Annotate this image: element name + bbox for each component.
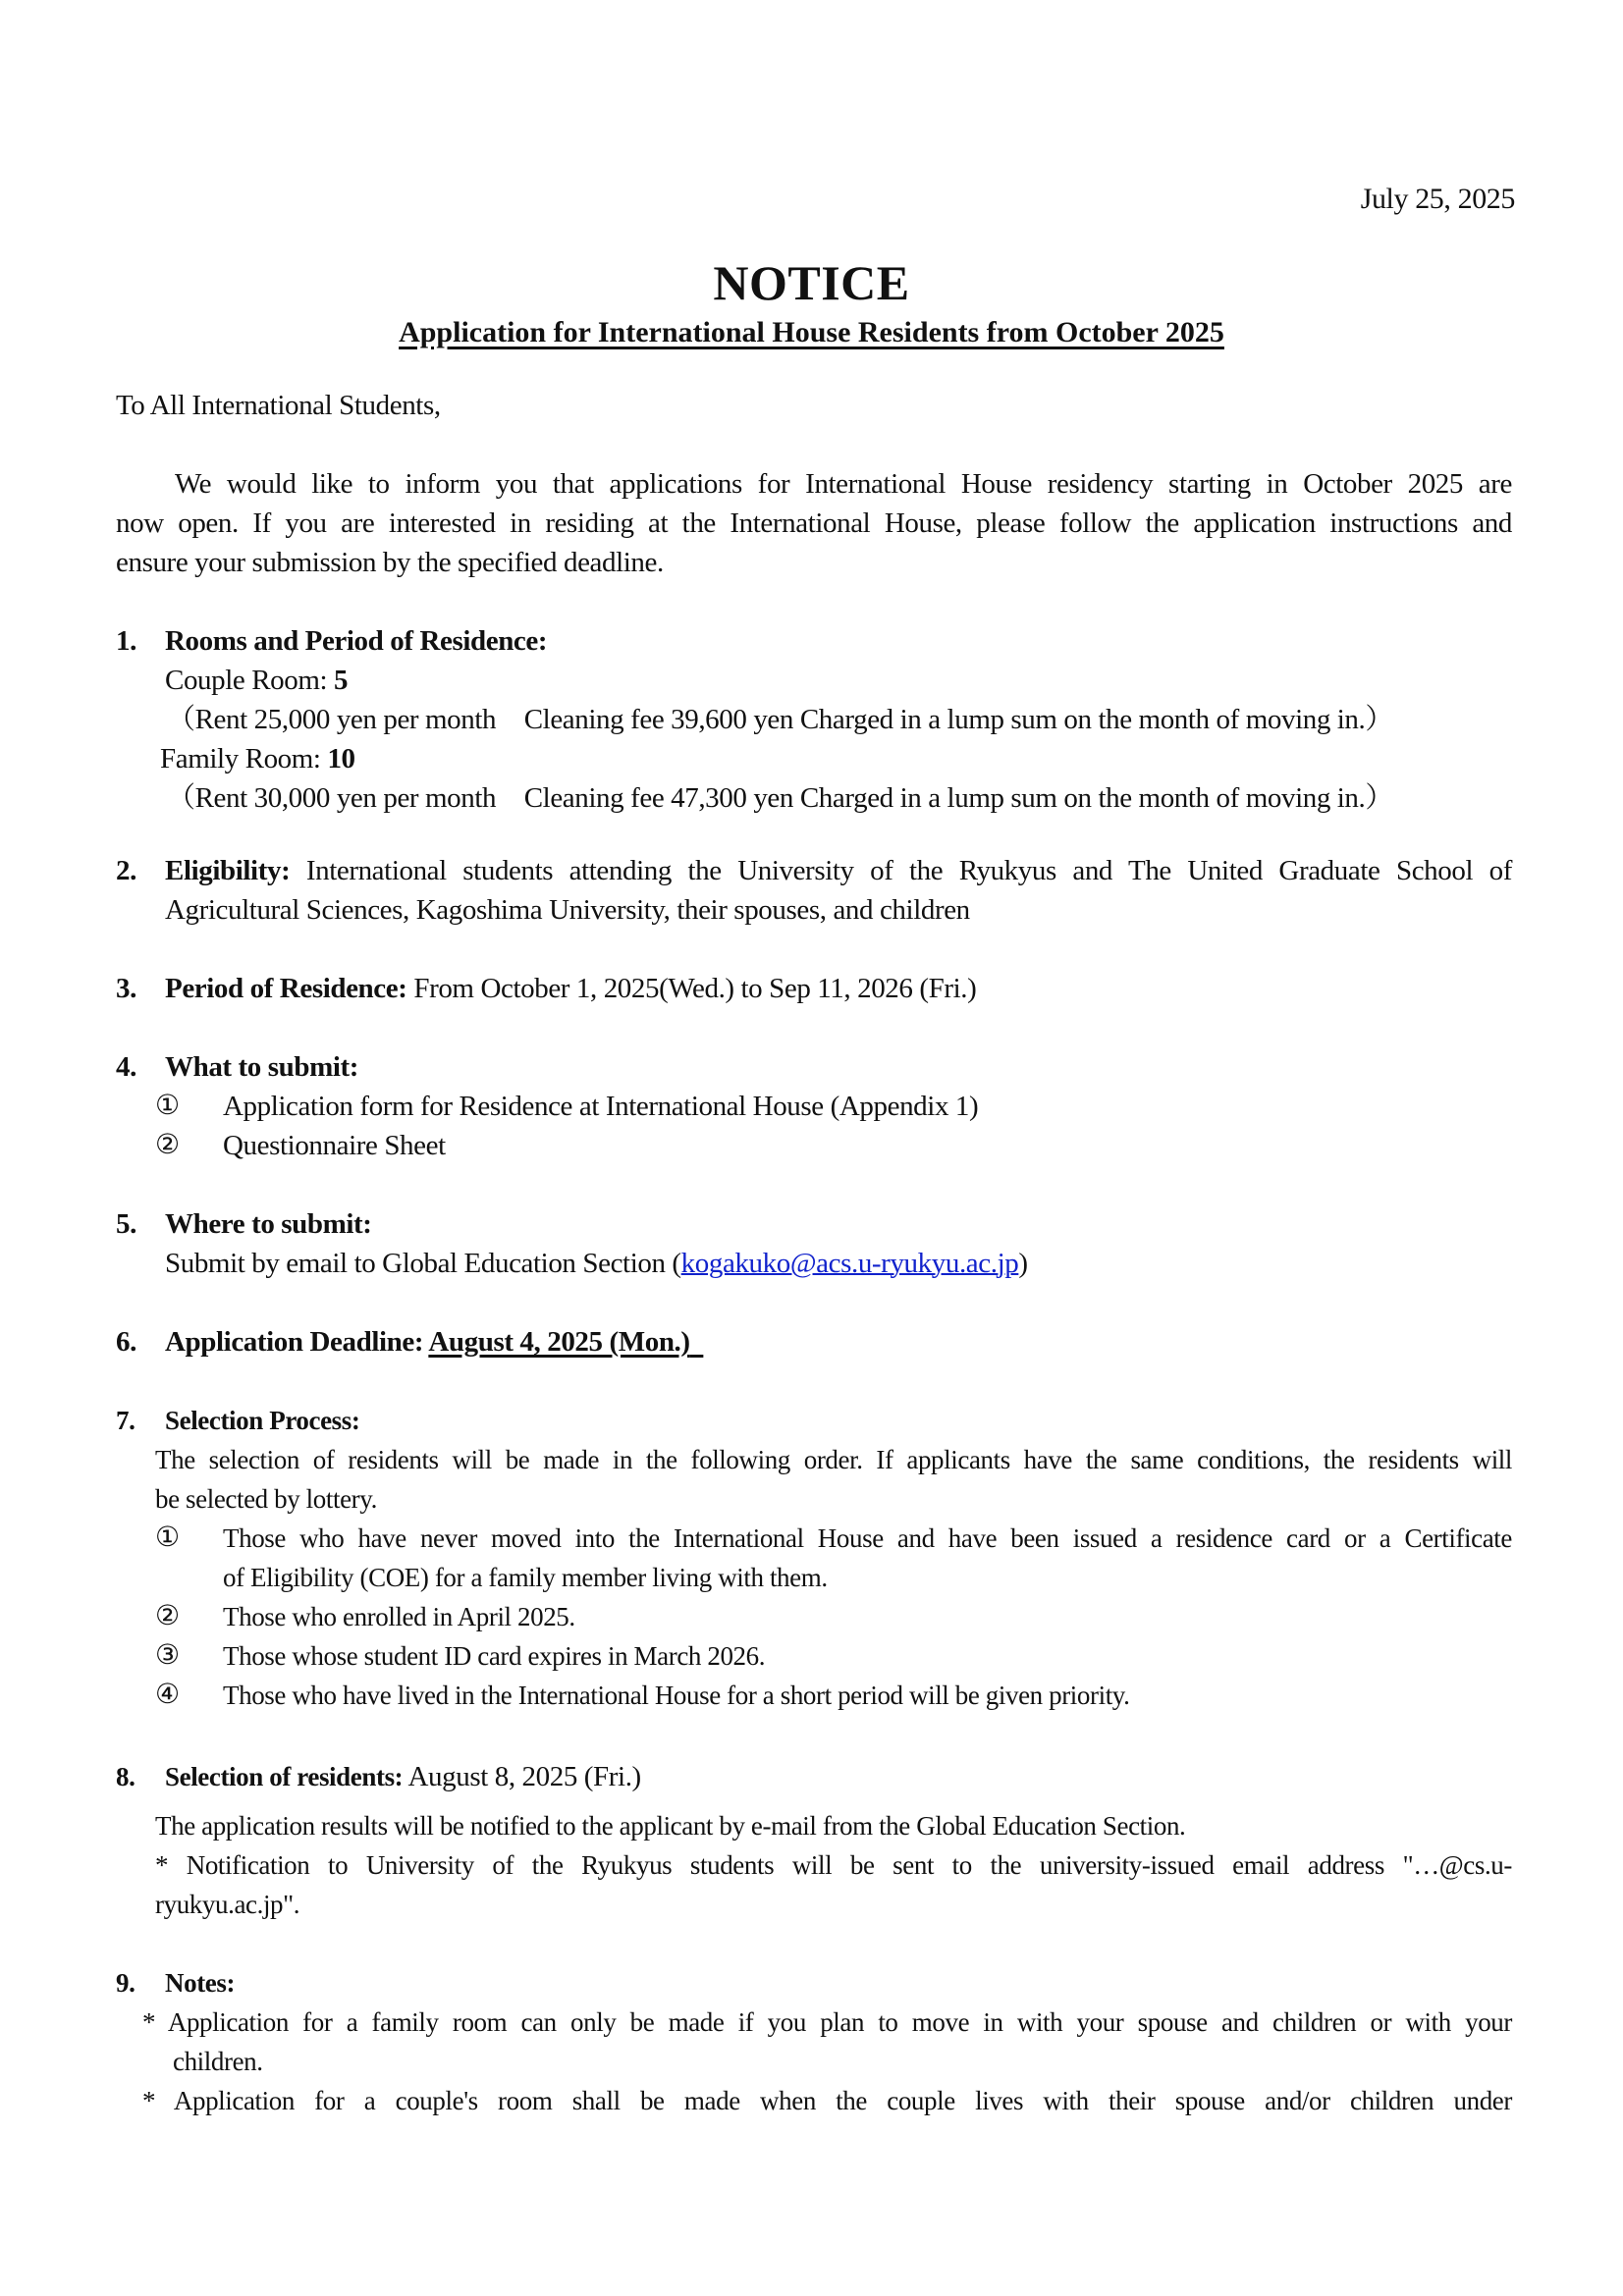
submit-item-2-mark: ② [155,1130,180,1160]
submit-item-2: Questionnaire Sheet [223,1130,446,1161]
section-7-number: 7. [116,1406,135,1435]
section-3-number: 3. [116,973,136,1004]
section-8-line-2: * Notification to University of the Ryukyus students will be sent to the university-issued email address "…@cs.u- [155,1850,1512,1880]
priority-1-line-1: Those who have never moved into the International House and have been issued a residence card or a Certificate [223,1523,1512,1553]
section-1-number: 1. [116,625,136,657]
notice-title: NOTICE [713,255,910,310]
section-8-line-3: ryukyu.ac.jp". [155,1890,300,1919]
section-8-line-1: The application results will be notified to the applicant by e-mail from the Global Education Section. [155,1811,1186,1841]
greeting: To All International Students, [116,390,441,421]
email-link[interactable]: kogakuko@acs.u-ryukyu.ac.jp [680,1248,1019,1279]
couple-room-detail: （Rent 25,000 yen per month Cleaning fee 39,600 yen Charged in a lump sum on the month of moving in.） [167,704,1393,735]
section-2-line-1 [165,851,1512,890]
note-1-line-2: children. [173,2047,263,2076]
selection-date: August 8, 2025 (Fri.) [403,1761,641,1792]
section-2-heading: Eligibility: [165,855,291,886]
section-7-line-2: be selected by lottery. [155,1484,377,1514]
section-3-line [165,969,976,1008]
section-2-line-2: Agricultural Sciences, Kagoshima University, their spouses, and children [165,894,970,926]
couple-room-count: 5 [334,665,349,696]
priority-2-mark: ② [155,1601,180,1631]
submit-item-1: Application form for Residence at International House (Appendix 1) [223,1091,979,1122]
intro-line-2: now open. If you are interested in residing at the International House, please follow the application instructions and [116,507,1512,539]
section-3-heading: Period of Residence: [165,973,407,1004]
priority-3: Those whose student ID card expires in March 2026. [223,1641,766,1671]
application-deadline: August 4, 2025 (Mon.) [428,1326,690,1358]
notice-date: July 25, 2025 [1360,183,1515,215]
section-1-heading: Rooms and Period of Residence: [165,625,548,657]
section-6-heading: Application Deadline: [165,1326,429,1358]
priority-4-mark: ④ [155,1680,180,1710]
note-2-line-1: * Application for a couple's room shall be made when the couple lives with their spouse and/or children under [142,2086,1512,2115]
section-4-number: 4. [116,1051,136,1083]
section-7-line-1: The selection of residents will be made in the following order. If applicants have the same conditions, the residents will [155,1445,1512,1474]
family-room-label: Family Room: [160,743,328,774]
notice-subtitle [0,316,1623,349]
section-8-number: 8. [116,1762,135,1791]
section-8-heading: Selection of residents: [165,1762,404,1791]
family-room-count: 10 [327,743,355,774]
section-3-text: From October 1, 2025(Wed.) to Sep 11, 2026 (Fri.) [406,973,977,1004]
note-1-line-1: * Application for a family room can only be made if you plan to move in with your spouse and children or with your [142,2007,1512,2037]
section-5-heading: Where to submit: [165,1208,372,1240]
intro-line-3: ensure your submission by the specified deadline. [116,547,664,578]
submit-item-1-mark: ① [155,1091,180,1121]
couple-room-label: Couple Room: [165,665,335,696]
section-8-line [165,1757,641,1796]
submit-text-after: ) [1018,1248,1028,1279]
section-2-number: 2. [116,855,136,886]
priority-4: Those who have lived in the International House for a short period will be given priority. [223,1681,1130,1710]
family-room [160,739,355,778]
section-9-number: 9. [116,1968,135,1998]
section-9-heading: Notes: [165,1968,236,1998]
priority-2: Those who enrolled in April 2025. [223,1602,575,1631]
intro-line-1: We would like to inform you that applications for International House residency starting in October 2025 are [175,468,1512,500]
family-room-detail: （Rent 30,000 yen per month Cleaning fee 47,300 yen Charged in a lump sum on the month of moving in.） [167,782,1393,814]
priority-1-mark: ① [155,1522,180,1553]
subtitle-text: Application for International House Residents from October 2025 [399,316,1224,348]
couple-room [165,661,348,700]
section-7-heading: Selection Process: [165,1406,360,1435]
section-5-text [165,1244,1028,1283]
section-4-heading: What to submit: [165,1051,359,1083]
section-2-text: International students attending the University of the Ryukyus and The United Graduate School of [290,855,1512,886]
section-6-line [165,1322,703,1362]
submit-text-before: Submit by email to Global Education Section ( [165,1248,681,1279]
section-6-number: 6. [116,1326,136,1358]
priority-3-mark: ③ [155,1640,180,1671]
priority-1-line-2: of Eligibility (COE) for a family member living with them. [223,1563,828,1592]
section-5-number: 5. [116,1208,136,1240]
